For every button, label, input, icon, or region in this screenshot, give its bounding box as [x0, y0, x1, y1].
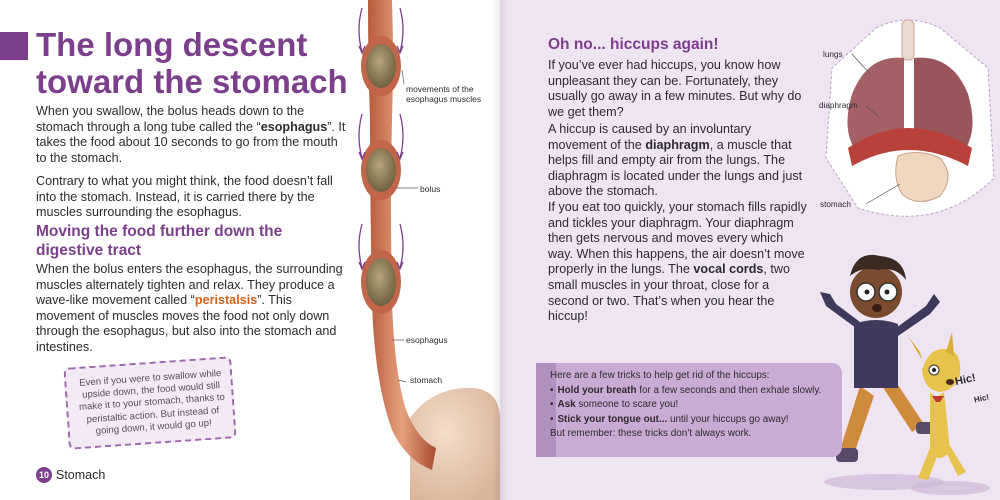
page-title [36, 26, 366, 100]
hic-text-1: Hic! [953, 371, 977, 389]
term-esophagus: esophagus [260, 119, 328, 134]
stomach [896, 152, 948, 201]
label-bolus: bolus [420, 184, 441, 194]
trick-item-3: • Stick your tongue out... until your hiccups go away! [550, 413, 789, 425]
intro-paragraph-2: Contrary to what you might think, the food doesn’t fall into the stomach. Instead, it is carried there by the muscles surrounding the esophagus. [36, 174, 333, 219]
esophagus-illustration [340, 0, 500, 500]
label-stomach-left: stomach [410, 375, 443, 385]
term-peristalsis: peristalsis [194, 293, 258, 307]
intro-paragraph-1: When you swallow, the bolus heads down to the stomach through a long tube called the “esophagus”. It takes the food about 10 seconds to go from the mouth to the stomach. [36, 104, 346, 165]
fun-fact-text: Even if you were to swallow while upside down, the food would still make it to your stomach, thanks to peristaltic action. But instead of going down, it would go up! [78, 367, 226, 437]
page-number: 10 [36, 467, 52, 483]
trick-item-1: • Hold your breath for a few seconds and then exhale slowly. [550, 384, 822, 396]
subheading: Moving the food further down the digestive tract [36, 223, 283, 259]
title-line-1: The long descent [36, 26, 308, 63]
hiccups-paragraph-3: If you eat too quickly, your stomach fills rapidly and tickles your diaphragm. Your diaphragm then gets nervous and moves every which way. When this happens, the air doesn’t move properly in the lungs. The vocal cords, two small muscles in your throat, close for a second or two. That’s when you hear the hiccup! [548, 200, 807, 324]
term-diaphragm: diaphragm [645, 137, 710, 152]
hic-text-2: Hic! [973, 392, 990, 405]
chapter-label: Stomach [56, 468, 106, 482]
fun-fact-box [63, 356, 236, 450]
hiccups-paragraph-2: A hiccup is caused by an involuntary movement of the diaphragm, a muscle that helps fill and empty air from the lungs. The diaphragm is located under the lungs and just above the stomach. [548, 122, 803, 199]
bolus-1 [366, 44, 396, 88]
label-movements: movements of the esophagus muscles [406, 84, 482, 104]
right-page [500, 0, 1000, 500]
tricks-text [550, 369, 840, 442]
tricks-intro: Here are a few tricks to help get rid of the hiccups: [550, 370, 770, 381]
dog-illustration [900, 330, 996, 498]
page-footer [36, 467, 105, 483]
peristalsis-paragraph: When the bolus enters the esophagus, the surrounding muscles alternately tighten and relax. They produce a wave-like movement called “peristalsis”. This movement of muscles moves the food not only down through the esophagus, but also into the stomach and intestines. [36, 262, 343, 354]
label-esophagus: esophagus [406, 335, 448, 345]
tricks-box [536, 363, 842, 457]
peristalsis-text [36, 262, 346, 363]
book-gutter [492, 0, 508, 500]
title-accent-block [0, 32, 28, 60]
bolus-2 [366, 148, 396, 192]
hiccups-heading: Oh no... hiccups again! [548, 36, 719, 53]
label-stomach-right: stomach [820, 200, 851, 209]
term-vocal-cords: vocal cords [693, 262, 764, 277]
tricks-outro: But remember: these tricks don’t always work. [550, 428, 752, 440]
title-line-2: toward the stomach [36, 63, 348, 100]
intro-text [36, 104, 346, 229]
label-diaphragm: diaphragm [819, 101, 858, 110]
trick-item-2: • Ask someone to scare you! [550, 399, 679, 411]
hiccups-paragraph-1: If you’ve ever had hiccups, you know how unpleasant they can be. Fortunately, they usually go away in a few minutes. But why do we get them? [548, 58, 802, 119]
bolus-3 [366, 258, 396, 306]
label-lungs: lungs [823, 50, 843, 59]
